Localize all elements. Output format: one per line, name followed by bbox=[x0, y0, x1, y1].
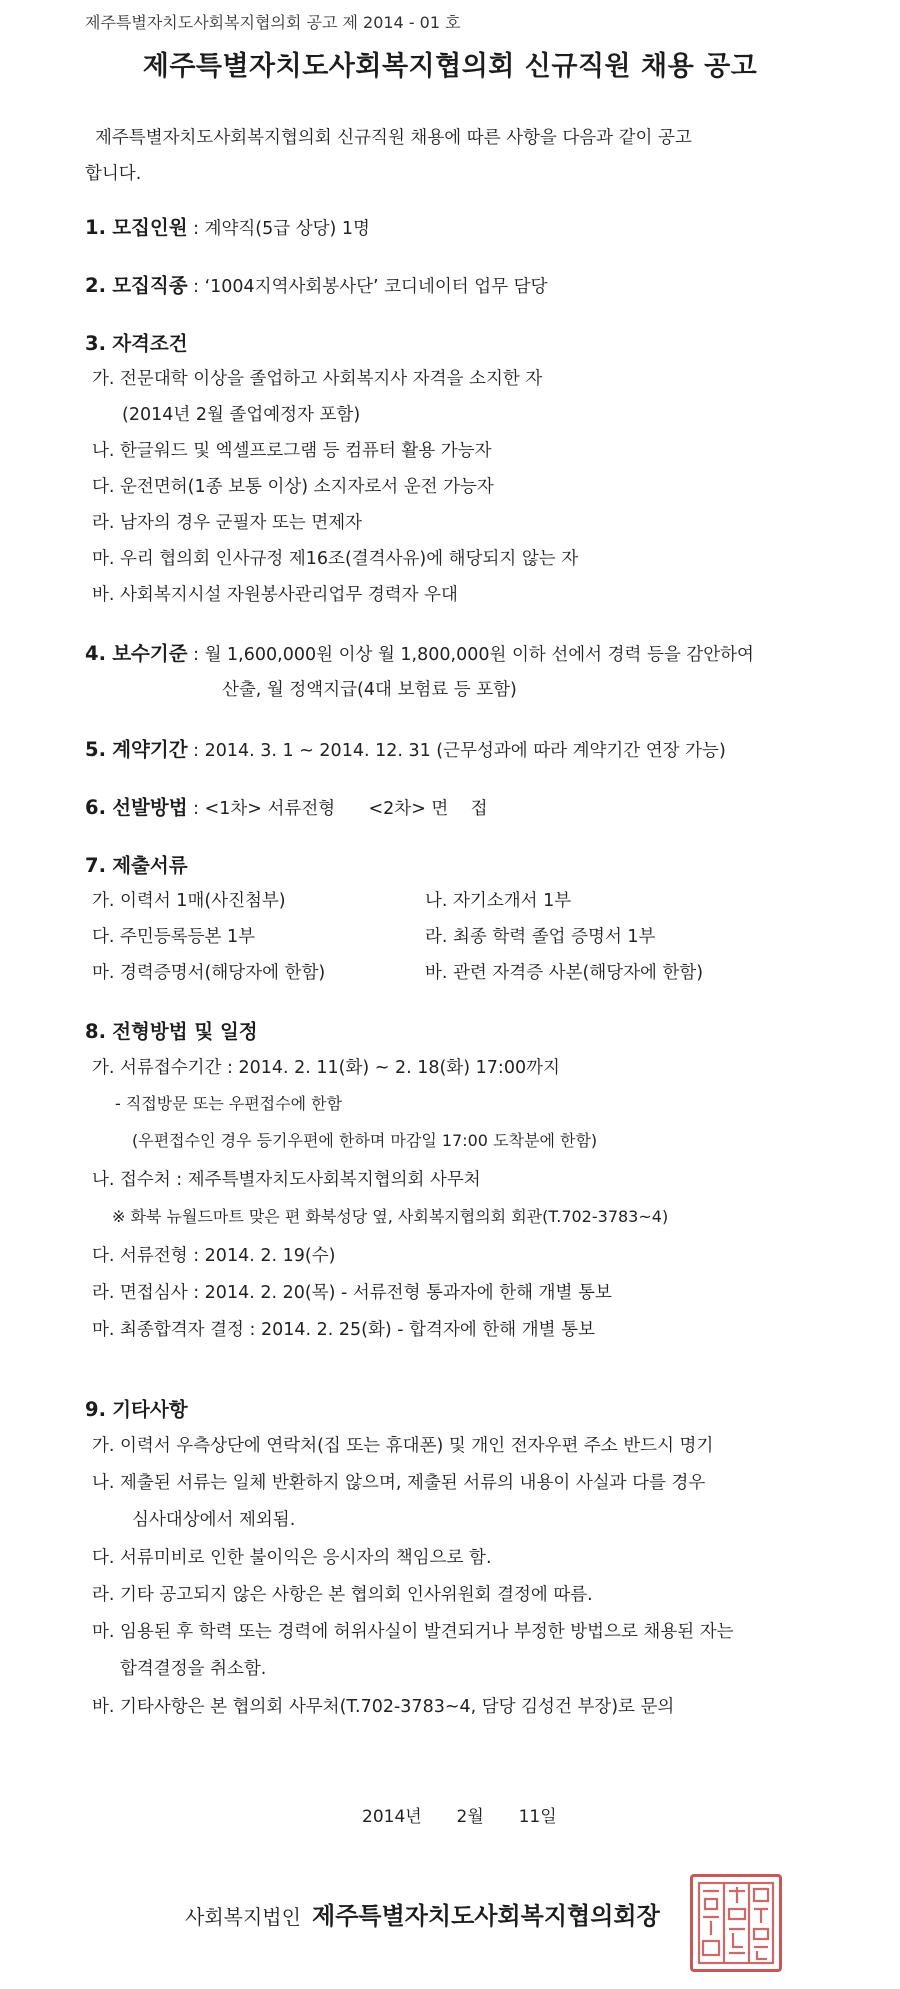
section-number: 6. bbox=[85, 796, 106, 819]
schedule-item: ※ 화북 뉴월드마트 맞은 편 화북성당 옆, 사회복지협의회 회관(T.702-3783~4) bbox=[112, 1207, 669, 1226]
section-value: 2014. 3. 1 ~ 2014. 12. 31 (근무성과에 따라 계약기간 연장 가능) bbox=[204, 741, 726, 761]
section-label: 모집인원 bbox=[112, 216, 188, 239]
schedule-item: 나. 접수처 : 제주특별자치도사회복지협의회 사무처 bbox=[92, 1170, 481, 1190]
section-label: 모집직종 bbox=[112, 274, 188, 297]
section-label: 제출서류 bbox=[112, 854, 188, 877]
section-number: 3. bbox=[85, 332, 106, 355]
section-separator: : bbox=[187, 741, 205, 761]
section-recruit-count bbox=[85, 212, 370, 240]
etc-item: 라. 기타 공고되지 않은 사항은 본 협의회 인사위원회 결정에 따름. bbox=[92, 1585, 593, 1605]
date-month: 2월 bbox=[456, 1807, 484, 1827]
etc-item: 바. 기타사항은 본 협의회 사무처(T.702-3783~4, 담당 김성건 부장)로 문의 bbox=[92, 1697, 675, 1717]
section-number: 9. bbox=[85, 1398, 106, 1421]
section-number: 4. bbox=[85, 642, 106, 665]
qualification-item: 다. 운전면허(1종 보통 이상) 소지자로서 운전 가능자 bbox=[92, 477, 494, 497]
schedule-item: 다. 서류전형 : 2014. 2. 19(수) bbox=[92, 1246, 336, 1266]
section-etc bbox=[85, 1394, 188, 1422]
section-schedule bbox=[85, 1016, 258, 1044]
schedule-item: (우편접수인 경우 등기우편에 한하며 마감일 17:00 도착분에 한함) bbox=[132, 1131, 598, 1150]
qualification-item: 나. 한글워드 및 엑셀프로그램 등 컴퓨터 활용 가능자 bbox=[92, 441, 492, 461]
issuer-prefix: 사회복지법인 bbox=[185, 1905, 301, 1929]
salary-value-continued: 산출, 월 정액지급(4대 보험료 등 포함) bbox=[222, 680, 517, 700]
section-label: 보수기준 bbox=[112, 642, 188, 665]
qualification-item: 바. 사회복지시설 자원봉사관리업무 경력자 우대 bbox=[92, 585, 458, 605]
section-label: 선발방법 bbox=[112, 796, 188, 819]
section-value: 계약직(5급 상당) 1명 bbox=[204, 219, 370, 239]
section-selection-method bbox=[85, 792, 488, 820]
document-item: 마. 경력증명서(해당자에 한함) bbox=[92, 963, 326, 983]
etc-item: 마. 임용된 후 학력 또는 경력에 허위사실이 발견되거나 부정한 방법으로 채용된 자는 bbox=[92, 1622, 734, 1642]
notice-date bbox=[362, 1802, 557, 1827]
notice-number: 제주특별자치도사회복지협의회 공고 제 2014 - 01 호 bbox=[85, 13, 461, 32]
schedule-item: 가. 서류접수기간 : 2014. 2. 11(화) ~ 2. 18(화) 17:00까지 bbox=[92, 1058, 560, 1078]
etc-item: 다. 서류미비로 인한 불이익은 응시자의 책임으로 함. bbox=[92, 1548, 492, 1568]
date-year: 2014년 bbox=[362, 1807, 422, 1827]
etc-item: 가. 이력서 우측상단에 연락처(집 또는 휴대폰) 및 개인 전자우편 주소 반드시 명기 bbox=[92, 1436, 714, 1456]
section-value: ‘1004지역사회봉사단’ 코디네이터 업무 담당 bbox=[204, 277, 548, 297]
section-number: 7. bbox=[85, 854, 106, 877]
section-label: 자격조건 bbox=[112, 332, 188, 355]
issuer-name: 제주특별자치도사회복지협의회장 bbox=[312, 1902, 660, 1930]
section-number: 1. bbox=[85, 216, 106, 239]
document-item: 라. 최종 학력 졸업 증명서 1부 bbox=[425, 927, 656, 947]
qualification-item: 라. 남자의 경우 군필자 또는 면제자 bbox=[92, 513, 363, 533]
section-contract-period bbox=[85, 734, 726, 762]
section-separator: : bbox=[187, 799, 205, 819]
qualification-item: 가. 전문대학 이상을 졸업하고 사회복지사 자격을 소지한 자 bbox=[92, 369, 543, 389]
section-number: 8. bbox=[85, 1020, 106, 1043]
official-seal-stamp bbox=[690, 1874, 782, 1972]
section-documents bbox=[85, 850, 188, 878]
etc-item: 심사대상에서 제외됨. bbox=[132, 1510, 296, 1530]
document-item: 다. 주민등록등본 1부 bbox=[92, 927, 256, 947]
intro-line-1: 제주특별자치도사회복지협의회 신규직원 채용에 따른 사항을 다음과 같이 공고 bbox=[95, 128, 692, 148]
section-value: <1차> 서류전형 <2차> 면 접 bbox=[204, 799, 488, 819]
date-day: 11일 bbox=[518, 1807, 557, 1827]
section-separator: : bbox=[187, 645, 205, 665]
schedule-item: - 직접방문 또는 우편접수에 한함 bbox=[115, 1094, 343, 1113]
etc-item: 합격결정을 취소함. bbox=[120, 1659, 267, 1679]
section-label: 계약기간 bbox=[112, 738, 188, 761]
document-item: 가. 이력서 1매(사진첨부) bbox=[92, 891, 286, 911]
section-qualifications bbox=[85, 328, 188, 356]
qualification-item: (2014년 2월 졸업예정자 포함) bbox=[122, 405, 361, 425]
section-separator: : bbox=[187, 277, 205, 297]
seal-pattern-icon bbox=[693, 1877, 779, 1969]
intro-line-2: 합니다. bbox=[85, 164, 142, 184]
page-title: 제주특별자치도사회복지협의회 신규직원 채용 공고 bbox=[142, 51, 758, 82]
issuer-signature bbox=[185, 1896, 660, 1931]
document-item: 바. 관련 자격증 사본(해당자에 한함) bbox=[425, 963, 704, 983]
section-salary bbox=[85, 638, 754, 666]
schedule-item: 라. 면접심사 : 2014. 2. 20(목) - 서류전형 통과자에 한해 개별 통보 bbox=[92, 1283, 612, 1303]
section-separator: : bbox=[187, 219, 205, 239]
qualification-item: 마. 우리 협의회 인사규정 제16조(결격사유)에 해당되지 않는 자 bbox=[92, 549, 579, 569]
section-label: 전형방법 및 일정 bbox=[112, 1020, 258, 1043]
section-value: 월 1,600,000원 이상 월 1,800,000원 이하 선에서 경력 등을 감안하여 bbox=[204, 645, 754, 665]
intro-paragraph bbox=[85, 120, 815, 192]
etc-item: 나. 제출된 서류는 일체 반환하지 않으며, 제출된 서류의 내용이 사실과 다를 경우 bbox=[92, 1473, 706, 1493]
section-label: 기타사항 bbox=[112, 1398, 188, 1421]
section-number: 2. bbox=[85, 274, 106, 297]
section-job-type bbox=[85, 270, 547, 298]
document-item: 나. 자기소개서 1부 bbox=[425, 891, 572, 911]
schedule-item: 마. 최종합격자 결정 : 2014. 2. 25(화) - 합격자에 한해 개별 통보 bbox=[92, 1320, 595, 1340]
section-number: 5. bbox=[85, 738, 106, 761]
